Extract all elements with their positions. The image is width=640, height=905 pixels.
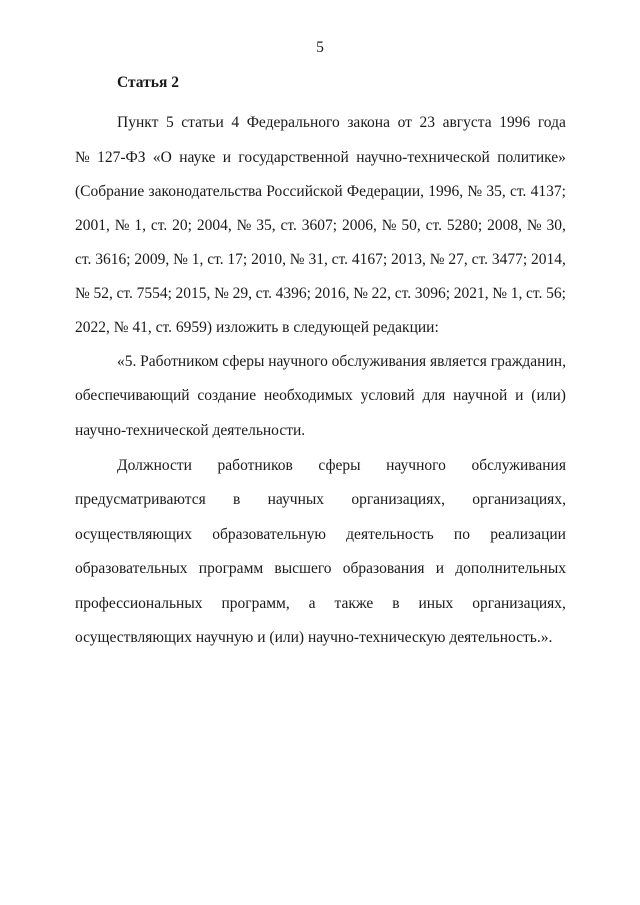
word: 4 xyxy=(231,114,240,131)
word: № xyxy=(526,217,542,234)
word: 2016, xyxy=(314,285,350,302)
word: 56; xyxy=(546,285,566,302)
word: 2010, xyxy=(251,251,286,268)
paragraph-1-line-6 xyxy=(75,284,566,304)
word: 1, xyxy=(191,251,204,268)
word: 3096; xyxy=(414,285,451,302)
word: ст. xyxy=(116,285,133,302)
page-number: 5 xyxy=(316,39,324,56)
word: по xyxy=(453,526,470,543)
word: «5. xyxy=(117,353,137,370)
word: 2021, xyxy=(453,285,489,302)
paragraph-2-line-3: научно-технической деятельности. xyxy=(75,422,306,439)
word: программ xyxy=(198,560,264,577)
word: государственной xyxy=(238,149,349,166)
word: № xyxy=(75,149,90,166)
word: (или) xyxy=(531,387,566,404)
word: № xyxy=(114,217,130,234)
word: 2009, xyxy=(134,251,170,268)
word: ст. xyxy=(331,251,349,268)
word: политике» xyxy=(497,149,566,166)
word: ст. xyxy=(526,285,543,302)
word: № xyxy=(492,285,508,302)
word: предусматриваются xyxy=(75,491,206,508)
word: организациях, xyxy=(351,491,445,508)
word: 2001, xyxy=(75,217,110,234)
word: а xyxy=(308,595,316,612)
word: № xyxy=(467,183,483,200)
word: для xyxy=(422,387,446,404)
paragraph-1-line-4 xyxy=(75,216,566,236)
word: 23 xyxy=(419,114,435,131)
word: 4137; xyxy=(530,183,566,200)
word: работников xyxy=(217,457,293,474)
word: ст. xyxy=(255,285,272,302)
word: условий xyxy=(360,387,415,404)
word: 35, xyxy=(256,217,276,234)
word: и xyxy=(435,560,445,577)
word: 2004, xyxy=(196,217,232,234)
word: 22, xyxy=(371,285,392,302)
word: реализации xyxy=(490,526,566,543)
word: № xyxy=(353,285,368,302)
word: 127-ФЗ xyxy=(97,149,146,166)
word: 3607; xyxy=(301,217,338,234)
paragraph-1-line-1 xyxy=(117,113,566,133)
word: 52, xyxy=(93,285,113,302)
word: № xyxy=(289,251,305,268)
word: сферы xyxy=(222,353,265,370)
word: обслуживания xyxy=(331,353,427,370)
word: в xyxy=(233,491,241,508)
word: № xyxy=(214,285,229,302)
word: сферы xyxy=(318,457,361,474)
word: № xyxy=(429,251,445,268)
word: ст. xyxy=(150,217,168,234)
word: гражданин, xyxy=(490,353,566,370)
word: 1, xyxy=(510,285,523,302)
word: августа xyxy=(442,114,492,131)
word: № xyxy=(236,217,252,234)
word: образования xyxy=(342,560,425,577)
word: обеспечивающий xyxy=(75,387,190,404)
word: № xyxy=(381,217,397,234)
word: 5 xyxy=(165,114,174,131)
word: 5280; xyxy=(446,217,483,234)
word: и xyxy=(515,387,524,404)
paragraph-2-line-1 xyxy=(117,352,566,372)
word: 1996 xyxy=(499,114,531,131)
word: 29, xyxy=(232,285,252,302)
word: организациях, xyxy=(472,595,566,612)
paragraph-3-line-1 xyxy=(117,456,566,476)
word: 3616; xyxy=(95,251,131,268)
word: 4396; xyxy=(275,285,311,302)
word: 3477; xyxy=(491,251,528,268)
word: № xyxy=(75,285,90,302)
word: научных xyxy=(267,491,325,508)
word: 2015, xyxy=(175,285,211,302)
word: также xyxy=(334,595,374,612)
word: 20; xyxy=(172,217,192,234)
word: № xyxy=(173,251,188,268)
word: в xyxy=(392,595,400,612)
word: 50, xyxy=(401,217,421,234)
word: 4167; xyxy=(351,251,388,268)
word: Федерального xyxy=(246,114,340,131)
word: образовательную xyxy=(212,526,326,543)
article-heading: Статья 2 xyxy=(117,74,179,91)
word: 1, xyxy=(134,217,147,234)
word: иных xyxy=(418,595,454,612)
word: 27, xyxy=(448,251,468,268)
word: 35, xyxy=(486,183,506,200)
word: науке xyxy=(179,149,216,166)
word: 1996, xyxy=(428,183,464,200)
word: от xyxy=(397,114,412,131)
word: научного xyxy=(268,353,328,370)
paragraph-2-line-2 xyxy=(75,386,566,406)
word: научно-технической xyxy=(356,149,490,166)
word: Пункт xyxy=(117,114,159,131)
word: закона xyxy=(347,114,390,131)
word: ст. xyxy=(75,251,92,268)
word: 2013, xyxy=(391,251,426,268)
word: обслуживания xyxy=(471,457,566,474)
word: Российской xyxy=(266,183,343,200)
word: 2006, xyxy=(341,217,377,234)
word: 17; xyxy=(227,251,248,268)
word: осуществляющих xyxy=(75,526,192,543)
word: организациях, xyxy=(472,491,566,508)
word: научного xyxy=(386,457,446,474)
word: ст. xyxy=(394,285,412,302)
word: и xyxy=(222,149,232,166)
word: Работником xyxy=(140,353,219,370)
paragraph-1-line-3 xyxy=(75,182,566,202)
word: законодательства xyxy=(148,183,263,200)
word: 7554; xyxy=(136,285,172,302)
word: 2014, xyxy=(530,251,566,268)
paragraph-1-line-5 xyxy=(75,250,566,270)
paragraph-3-line-2 xyxy=(75,490,566,510)
word: ст. xyxy=(207,251,224,268)
word: профессиональных xyxy=(75,595,203,612)
word: дополнительных xyxy=(455,560,566,577)
word: 30, xyxy=(546,217,566,234)
word: создание xyxy=(197,387,257,404)
word: деятельность xyxy=(346,526,434,543)
word: ст. xyxy=(425,217,443,234)
paragraph-1-line-2 xyxy=(75,148,566,168)
word: Должности xyxy=(117,457,192,474)
word: программ, xyxy=(221,595,290,612)
word: статьи xyxy=(181,114,224,131)
word: 31, xyxy=(308,251,328,268)
word: научной xyxy=(453,387,508,404)
word: ст. xyxy=(509,183,527,200)
paragraph-3-line-5 xyxy=(75,594,566,614)
word: года xyxy=(537,114,566,131)
word: необходимых xyxy=(263,387,353,404)
paragraph-3-line-6: осуществляющих научную и (или) научно-техническую деятельность.». xyxy=(75,629,553,646)
word: высшего xyxy=(274,560,332,577)
word: образовательных xyxy=(75,560,188,577)
paragraph-1-line-7: 2022, № 41, ст. 6959) изложить в следующей редакции: xyxy=(75,319,439,336)
word: 2008, xyxy=(487,217,522,234)
word: ст. xyxy=(471,251,488,268)
word: «О xyxy=(152,149,172,166)
paragraph-3-line-4 xyxy=(75,559,566,579)
word: Федерации, xyxy=(346,183,424,200)
word: ст. xyxy=(280,217,297,234)
word: (Собрание xyxy=(75,183,145,200)
word: является xyxy=(429,353,487,370)
paragraph-3-line-3 xyxy=(75,525,566,545)
